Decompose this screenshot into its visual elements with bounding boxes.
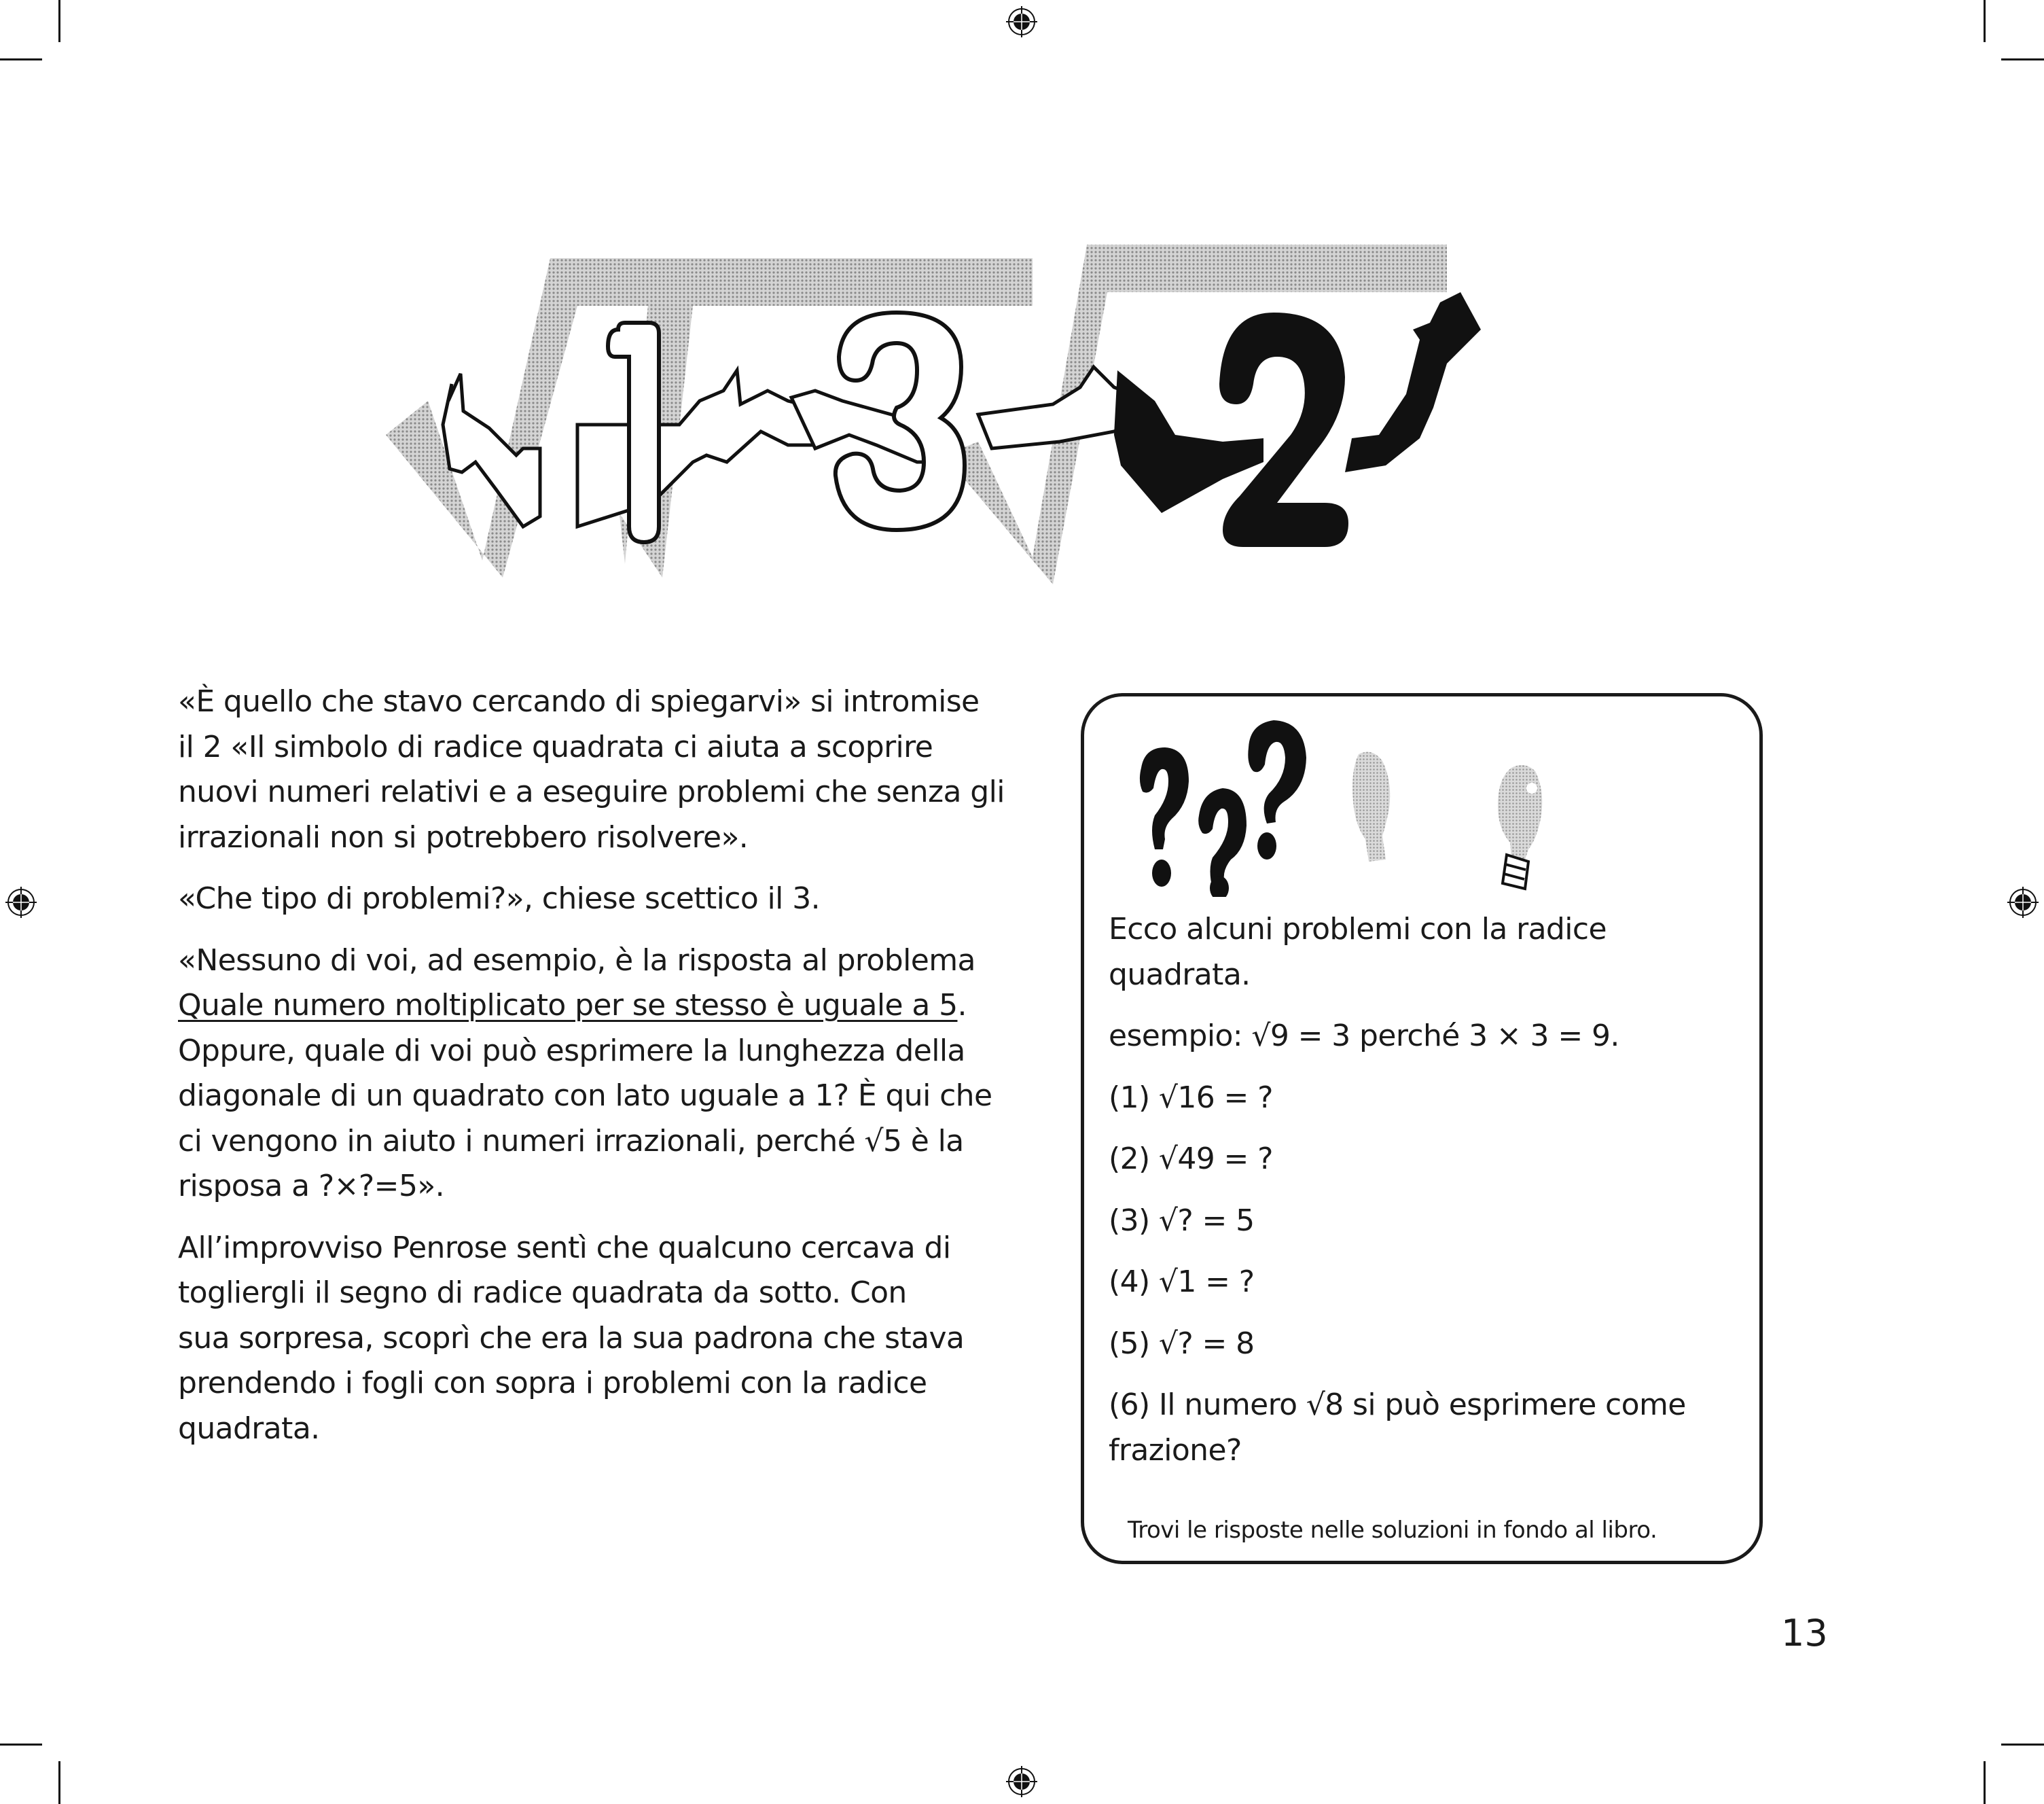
line: (6) Il numero √8 si può esprimere come [1109,1387,1686,1422]
problem-1: (1) √16 = ? [1109,1080,1273,1115]
line: nuovi numeri relativi e a eseguire problemi che senza gli [178,775,1005,809]
crop-mark-top-left-h [0,58,42,60]
registration-mark-right-icon [2007,887,2039,918]
line: Ecco alcuni problemi con la radice [1109,912,1607,947]
line: risposa a ?×?=5». [178,1169,445,1203]
arm-black-right-icon [1345,292,1481,472]
problem-5: (5) √? = 8 [1109,1326,1255,1361]
underlined-question: Quale numero moltiplicato per se stesso è uguale a 5 [178,988,958,1023]
quiz-content [1109,907,1720,1489]
story-text [178,679,1014,1468]
crop-mark-top-left-v [58,0,60,42]
registration-mark-left-icon [5,887,37,918]
crop-mark-bottom-left-h [0,1744,42,1746]
period: . [957,988,967,1023]
number-2-icon [1219,313,1348,547]
question-mark-icon [1198,788,1247,897]
line: Oppure, quale di voi può esprimere la lunghezza della [178,1033,965,1068]
line: diagonale di un quadrato con lato uguale a 1? È qui che [178,1078,992,1113]
line: quadrata. [1109,957,1251,992]
crop-mark-bottom-right-v [1984,1761,1986,1804]
registration-mark-bottom-icon [1006,1766,1037,1797]
paragraph-1 [178,679,1014,860]
line: frazione? [1109,1432,1242,1468]
paragraph-3 [178,938,1014,1209]
lightbulb-icon [1498,765,1542,889]
quiz-intro [1109,907,1720,997]
question-mark-icon [1140,747,1189,887]
problem-2: (2) √49 = ? [1109,1142,1273,1176]
crop-mark-top-right-h [2001,58,2044,60]
paragraph-2 [178,877,1014,922]
problem-6 [1109,1383,1720,1473]
quiz-footnote: Trovi le risposte nelle soluzioni in fondo al libro. [1128,1517,1657,1544]
line: «Nessuno di voi, ad esempio, è la risposta al problema [178,942,975,978]
page-number: 13 [1781,1612,1828,1655]
line: All’improvviso Penrose sentì che qualcuno cercava di [178,1230,951,1265]
line: ci vengono in aiuto i numeri irrazionali, perché √5 è la [178,1123,964,1159]
line: «Che tipo di problemi?», chiese scettico il 3. [178,881,820,916]
line: il 2 «Il simbolo di radice quadrata ci aiuta a scoprire [178,729,933,764]
question-mark-icon [1248,720,1306,860]
crop-mark-bottom-right-h [2001,1744,2044,1746]
registration-mark-top-icon [1006,6,1037,37]
lightbulb-icon [1352,752,1390,862]
square-root-numbers-illustration [380,238,1841,591]
line: quadrata. [178,1411,320,1446]
line: sua sorpresa, scoprì che era la sua padrona che stava [178,1320,965,1356]
problem-3: (3) √? = 5 [1109,1203,1255,1238]
line: «È quello che stavo cercando di spiegarvi» si intromise [178,684,980,719]
crop-mark-bottom-left-v [58,1761,60,1804]
quiz-example: esempio: √9 = 3 perché 3 × 3 = 9. [1109,1019,1619,1053]
line: togliergli il segno di radice quadrata da sotto. Con [178,1275,907,1310]
line: irrazionali non si potrebbero risolvere». [178,819,749,855]
problem-4: (4) √1 = ? [1109,1264,1255,1299]
quiz-icons [1114,707,1725,897]
paragraph-4 [178,1226,1014,1452]
line: prendendo i fogli con sopra i problemi con la radice [178,1366,927,1400]
crop-mark-top-right-v [1984,0,1986,42]
arm-middle-icon [577,370,815,527]
